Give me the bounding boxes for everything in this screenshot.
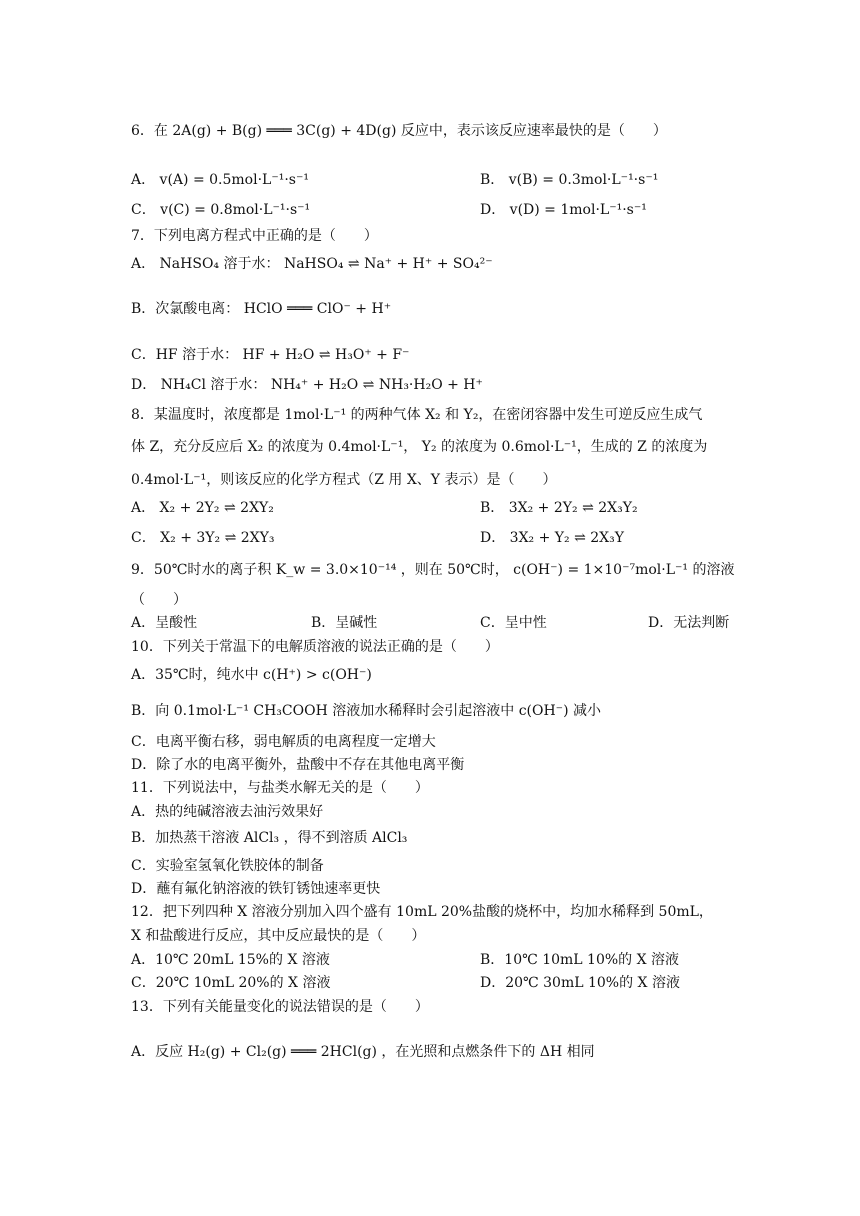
- question-9-option-a: A．呈酸性: [131, 615, 198, 631]
- question-8-option-c: C． X₂ + 3Y₂ ⇌ 2XY₃: [131, 530, 275, 546]
- question-11-option-b: B．加热蒸干溶液 AlCl₃ ，得不到溶质 AlCl₃: [131, 830, 408, 846]
- question-6-stem: 6．在 2A(g) + B(g) ═══ 3C(g) + 4D(g) 反应中，表示该反应速率最快的是（ ）: [131, 123, 667, 139]
- question-6-option-a: A． v(A) = 0.5mol·L⁻¹·s⁻¹: [131, 172, 309, 188]
- question-12-option-c: C．20℃ 10mL 20%的 X 溶液: [131, 975, 331, 991]
- question-12-line-1: 12．把下列四种 X 溶液分别加入四个盛有 10mL 20%盐酸的烧杯中，均加水稀释到 50mL，: [131, 904, 713, 920]
- question-10-option-a: A．35℃时，纯水中 c(H⁺) > c(OH⁻): [131, 667, 372, 683]
- question-8-option-d: D． 3X₂ + Y₂ ⇌ 2X₃Y: [480, 530, 625, 546]
- question-9-option-b: B．呈碱性: [311, 615, 378, 631]
- question-12-line-2: X 和盐酸进行反应，其中反应最快的是（ ）: [131, 928, 426, 944]
- question-8-line-2: 体 Z，充分反应后 X₂ 的浓度为 0.4mol·L⁻¹， Y₂ 的浓度为 0.6mol·L⁻¹，生成的 Z 的浓度为: [131, 439, 708, 455]
- question-9-option-c: C．呈中性: [480, 615, 547, 631]
- question-10-stem: 10．下列关于常温下的电解质溶液的说法正确的是（ ）: [131, 639, 499, 655]
- question-11-stem: 11．下列说法中，与盐类水解无关的是（ ）: [131, 780, 429, 796]
- question-9-option-d: D．无法判断: [648, 615, 730, 631]
- question-13-stem: 13．下列有关能量变化的说法错误的是（ ）: [131, 999, 429, 1015]
- question-7-option-d: D． NH₄Cl 溶于水： NH₄⁺ + H₂O ⇌ NH₃·H₂O + H⁺: [131, 377, 483, 393]
- question-13-option-a: A．反应 H₂(g) + Cl₂(g) ═══ 2HCl(g) ，在光照和点燃条件下的 ΔH 相同: [131, 1044, 595, 1060]
- question-10-option-b: B．向 0.1mol·L⁻¹ CH₃COOH 溶液加水稀释时会引起溶液中 c(OH⁻) 减小: [131, 703, 601, 719]
- question-10-option-d: D．除了水的电离平衡外，盐酸中不存在其他电离平衡: [131, 757, 465, 773]
- question-6-option-d: D． v(D) = 1mol·L⁻¹·s⁻¹: [480, 202, 647, 218]
- question-7-stem: 7．下列电离方程式中正确的是（ ）: [131, 228, 378, 244]
- question-8-line-1: 8．某温度时，浓度都是 1mol·L⁻¹ 的两种气体 X₂ 和 Y₂，在密闭容器中发生可逆反应生成气: [131, 407, 703, 423]
- question-6-option-b: B． v(B) = 0.3mol·L⁻¹·s⁻¹: [480, 172, 659, 188]
- question-11-option-c: C．实验室氢氧化铁胶体的制备: [131, 858, 324, 874]
- question-10-option-c: C．电离平衡右移，弱电解质的电离程度一定增大: [131, 734, 436, 750]
- question-7-option-a: A． NaHSO₄ 溶于水： NaHSO₄ ⇌ Na⁺ + H⁺ + SO₄²⁻: [131, 256, 493, 272]
- question-11-option-a: A．热的纯碱溶液去油污效果好: [131, 804, 324, 820]
- question-8-option-b: B． 3X₂ + 2Y₂ ⇌ 2X₃Y₂: [480, 500, 638, 516]
- question-12-option-a: A．10℃ 20mL 15%的 X 溶液: [131, 952, 330, 968]
- question-9-line-1: 9．50℃时水的离子积 K_w = 3.0×10⁻¹⁴ ，则在 50℃时， c(OH⁻) = 1×10⁻⁷mol·L⁻¹ 的溶液: [131, 562, 735, 578]
- question-12-option-d: D．20℃ 30mL 10%的 X 溶液: [480, 975, 680, 991]
- question-11-option-d: D．蘸有氟化钠溶液的铁钉锈蚀速率更快: [131, 881, 381, 897]
- question-8-line-3: 0.4mol·L⁻¹，则该反应的化学方程式（Z 用 X、Y 表示）是（ ）: [131, 472, 557, 488]
- question-8-option-a: A． X₂ + 2Y₂ ⇌ 2XY₂: [131, 500, 274, 516]
- question-7-option-c: C．HF 溶于水： HF + H₂O ⇌ H₃O⁺ + F⁻: [131, 347, 410, 363]
- question-9-line-2: （ ）: [131, 592, 187, 608]
- question-7-option-b: B．次氯酸电离： HClO ═══ ClO⁻ + H⁺: [131, 301, 392, 317]
- question-12-option-b: B．10℃ 10mL 10%的 X 溶液: [480, 952, 680, 968]
- question-6-option-c: C． v(C) = 0.8mol·L⁻¹·s⁻¹: [131, 202, 311, 218]
